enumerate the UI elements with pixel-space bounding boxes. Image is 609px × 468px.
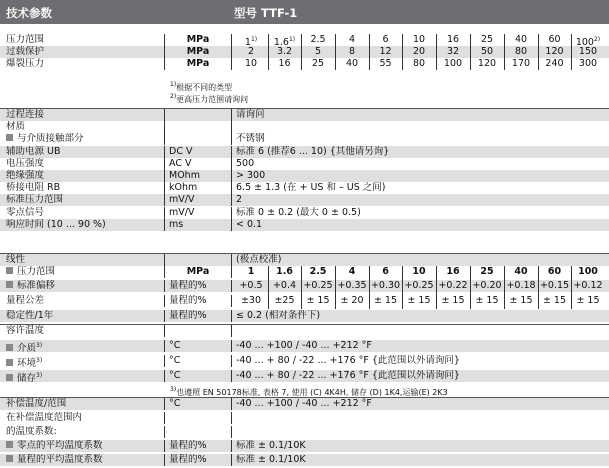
value-cell: 10 <box>412 34 426 45</box>
column-divider <box>301 34 302 70</box>
column-divider <box>538 34 539 70</box>
value-cell: 16 <box>446 266 460 277</box>
value-cell: 80 <box>412 58 426 69</box>
value-cell: ± 15 <box>509 295 533 306</box>
footnote <box>0 79 232 91</box>
row-label: 桥接电阻 RB <box>6 182 61 194</box>
row-value: -40 ... + 80 / -22 ... +176 °F {此范围以外请询问} <box>236 370 460 381</box>
row-value: 6.5 ± 1.3 (在 + US 和 – US 之间) <box>236 182 386 194</box>
value-cell: 2.5 <box>310 34 326 45</box>
row-label: 量程公差 <box>6 295 45 306</box>
footnote-mark: 3) <box>36 372 43 379</box>
value-cell: ±30 <box>240 295 262 306</box>
footnote-mark: 1) <box>250 36 258 43</box>
bullet-square-icon <box>6 441 13 448</box>
footnote-mark: 1) <box>288 36 296 43</box>
bullet-square-icon <box>6 281 13 288</box>
column-divider <box>268 266 269 309</box>
value-cell: 1 <box>247 266 255 277</box>
row-value: 标准 ± 0.1/10K <box>236 454 306 465</box>
value-cell: 16 <box>278 58 291 69</box>
row-label: 压力范围 <box>17 266 56 277</box>
value-cell: 170 <box>511 58 531 69</box>
column-divider <box>268 34 269 70</box>
footnote-mark: 2) <box>593 36 601 43</box>
row-label-cell <box>0 194 165 206</box>
column-divider <box>504 34 505 70</box>
row-label: 材质 <box>6 121 26 133</box>
row-label: 环境 <box>17 358 37 367</box>
column-divider <box>335 34 336 70</box>
value-columns <box>232 266 609 278</box>
footnote-mark: 1) <box>170 81 177 88</box>
row-label-cell <box>0 34 165 46</box>
footnote-row <box>0 384 609 396</box>
row-value: 不锈钢 <box>236 133 265 145</box>
row-label-cell <box>0 355 165 367</box>
row-label: 容许温度 <box>6 325 45 336</box>
row-label-cell <box>0 370 165 382</box>
value-cell: 120 <box>545 46 564 57</box>
value-columns <box>232 46 609 58</box>
column-divider <box>538 266 539 309</box>
row-value <box>232 121 609 133</box>
row-label-cell <box>0 325 165 337</box>
row-value: ≤ 0.2 (相对条件下) <box>236 310 321 321</box>
value-cell: 25 <box>480 34 494 45</box>
row-label-cell <box>0 440 165 452</box>
footnote-mark: 2) <box>170 93 177 100</box>
value-cell: 6 <box>382 266 389 277</box>
row-label: 介质 <box>17 343 37 352</box>
value-cell: 40 <box>514 34 528 45</box>
value-cell: ± 15 <box>373 295 398 306</box>
linearity-row <box>0 254 609 266</box>
row-value: 500 <box>236 157 255 169</box>
value-cell: +0.35 <box>337 280 367 291</box>
value-cell: 240 <box>545 58 564 69</box>
row-value: -40 ... +100 / -40 ... +212 °F <box>236 340 372 351</box>
value-cell: 10 <box>244 58 258 69</box>
value-cell: +0.22 <box>438 280 468 291</box>
value-cell: 300 <box>578 58 598 69</box>
column-divider <box>470 34 471 70</box>
column-divider <box>571 34 572 70</box>
row-label: 响应时间 (10 ... 90 %) <box>6 218 106 230</box>
row-label-cell <box>0 280 165 292</box>
row-label: 在补偿温度范围内 <box>6 412 83 423</box>
value-cell: ± 15 <box>576 295 600 306</box>
row-value: 请询问 <box>236 109 265 120</box>
spec-row <box>0 398 609 410</box>
temperature-row <box>0 355 609 367</box>
bullet-square-icon <box>6 267 13 274</box>
row-label-cell <box>0 412 165 424</box>
value-cell: 10 <box>412 266 426 277</box>
row-value: 标准 ± 0.1/10K <box>236 440 306 451</box>
value-cell: 60 <box>548 34 561 45</box>
row-label: 标准偏移 <box>17 280 56 291</box>
row-label-cell <box>0 109 165 121</box>
value-cell: +0.25 <box>404 280 434 291</box>
temperature-header-row <box>0 325 609 337</box>
row-unit: °C <box>165 398 232 410</box>
value-cell: 2.5 <box>309 266 327 277</box>
value-cell: 25 <box>480 266 494 277</box>
row-unit: mV/V <box>165 194 232 206</box>
bullet-square-icon <box>6 344 13 351</box>
column-divider <box>470 266 471 309</box>
table-header <box>0 0 609 24</box>
value-columns <box>232 295 609 307</box>
row-unit: mV/V <box>165 207 232 219</box>
row-unit <box>165 121 232 133</box>
value-cell: 12 <box>379 46 392 57</box>
row-label: 零点信号 <box>6 206 45 218</box>
row-label-cell <box>0 158 165 170</box>
value-cell: +0.25 <box>303 280 333 291</box>
spec-row <box>0 133 609 145</box>
value-cell: +0.15 <box>539 280 570 291</box>
header-left-title: 技术参数 <box>6 6 52 20</box>
column-divider <box>402 34 403 70</box>
spec-row <box>0 219 609 231</box>
row-label-cell <box>0 46 165 58</box>
row-label: 的温度系数: <box>6 426 57 437</box>
row-unit: kOhm <box>165 182 232 194</box>
value-cell: +0.4 <box>272 280 297 291</box>
value-cell: 55 <box>379 58 392 69</box>
footnote-row <box>0 79 609 91</box>
value-cell: 40 <box>345 58 359 69</box>
linearity-values-row <box>0 280 609 292</box>
row-label-cell <box>0 310 165 322</box>
column-divider <box>369 266 370 309</box>
value-cell: +0.30 <box>370 280 401 291</box>
value-cell: 8 <box>348 46 356 57</box>
row-label: 压力范围 <box>6 34 45 45</box>
pressure-row <box>0 46 609 58</box>
pressure-row <box>0 58 609 70</box>
bullet-square-icon <box>6 374 13 381</box>
value-columns <box>232 280 609 292</box>
linearity-values-row <box>0 266 609 278</box>
value-cell: ± 15 <box>475 295 499 306</box>
footnote-text: 也遵照 EN 50178标准, 表格 7, 使用 (C) 4K4H, 储存 (D) 1K4,运输(E) 2K3 <box>176 388 448 396</box>
value-cell: 100$^{2)}$ <box>575 36 601 46</box>
row-value <box>232 426 609 438</box>
row-label: 爆裂压力 <box>6 58 45 69</box>
row-value: < 0.1 <box>236 218 263 230</box>
value-cell: +0.12 <box>573 280 603 291</box>
row-value: 2 <box>236 194 243 206</box>
value-cell: 40 <box>514 266 528 277</box>
row-value: -40 ... + 80 / -22 ... +176 °F {此范围以外请询问} <box>236 355 460 366</box>
value-cell: 4 <box>348 266 356 277</box>
row-unit: °C <box>165 340 232 352</box>
bullet-square-icon <box>6 359 13 366</box>
row-label: 零点的平均温度系数 <box>17 440 103 451</box>
row-value <box>232 412 609 424</box>
value-columns <box>232 58 609 70</box>
footnote-mark: 3) <box>36 357 43 364</box>
value-columns <box>232 34 609 46</box>
bullet-square-icon <box>6 455 13 462</box>
row-unit: MPa <box>165 266 232 278</box>
value-cell: 80 <box>514 46 528 57</box>
row-label-cell <box>0 340 165 352</box>
value-cell: 4 <box>348 34 356 45</box>
row-value <box>232 325 609 337</box>
row-value: 标准 6 (推荐6 ... 10) {其他请另询} <box>236 145 390 157</box>
row-label: 补偿温度/范围 <box>6 398 67 409</box>
value-cell: 6 <box>382 34 389 45</box>
value-cell: 3.2 <box>276 46 293 57</box>
row-unit <box>165 325 232 337</box>
row-label-cell <box>0 182 165 194</box>
row-unit: AC V <box>165 158 232 170</box>
value-cell: 1.6$^{1)}$ <box>273 36 296 46</box>
value-cell: ± 15 <box>441 295 465 306</box>
footnote <box>0 91 248 103</box>
value-cell: 150 <box>578 46 598 57</box>
temperature-row <box>0 370 609 382</box>
row-unit: 量程的% <box>165 295 232 307</box>
row-label: 与介质接触部分 <box>17 133 84 145</box>
row-unit: 量程的% <box>165 440 232 452</box>
value-cell: ± 15 <box>542 295 567 306</box>
value-cell: 100 <box>443 58 463 69</box>
row-label-cell <box>0 133 165 145</box>
spec-row <box>0 158 609 170</box>
row-value: -40 ... +100 / -40 ... +212 °F <box>236 398 372 409</box>
row-label-cell <box>0 426 165 438</box>
row-unit: MPa <box>165 46 232 58</box>
value-cell: 5 <box>314 46 322 57</box>
row-label: 电压强度 <box>6 157 45 169</box>
value-cell: ± 20 <box>340 295 364 306</box>
spec-row <box>0 412 609 424</box>
row-label: 过程连接 <box>6 109 45 120</box>
spec-row <box>0 170 609 182</box>
row-unit: MPa <box>165 34 232 46</box>
row-label-cell <box>0 454 165 466</box>
row-unit: 量程的% <box>165 454 232 466</box>
value-cell: 32 <box>446 46 460 57</box>
row-unit: °C <box>165 370 232 382</box>
value-cell: 1$^{1)}$ <box>244 36 258 46</box>
bullet-square-icon <box>6 134 13 141</box>
footnote-mark: 3) <box>170 386 177 393</box>
footnote-text: 根据不同的类型 <box>176 83 233 91</box>
row-label: 稳定性/1年 <box>6 310 54 321</box>
spec-row <box>0 426 609 438</box>
value-cell: 100 <box>578 266 598 277</box>
row-unit <box>165 133 232 145</box>
column-divider <box>301 266 302 309</box>
row-unit <box>165 109 232 121</box>
linearity-values-row <box>0 295 609 307</box>
row-unit: MPa <box>165 58 232 70</box>
row-unit: 量程的% <box>165 310 232 322</box>
row-label-cell <box>0 146 165 158</box>
row-label-cell <box>0 58 165 70</box>
row-label: 线性 <box>6 254 26 265</box>
row-label: 标准压力范围 <box>6 194 64 206</box>
value-cell: ± 15 <box>306 295 330 306</box>
column-divider <box>369 34 370 70</box>
row-label-cell <box>0 398 165 410</box>
value-cell: 25 <box>311 58 325 69</box>
spec-row <box>0 440 609 452</box>
spec-row <box>0 121 609 133</box>
footnote-mark: 3) <box>36 342 43 349</box>
row-label-cell <box>0 295 165 307</box>
row-unit: ms <box>165 219 232 231</box>
value-cell: 2 <box>247 46 255 57</box>
spec-row <box>0 109 609 121</box>
spec-row <box>0 146 609 158</box>
row-label: 储存 <box>17 373 37 382</box>
row-unit: °C <box>165 355 232 367</box>
value-cell: 50 <box>480 46 494 57</box>
row-label-cell <box>0 207 165 219</box>
footnote-row <box>0 91 609 103</box>
column-divider <box>504 266 505 309</box>
row-label: 绝缘强度 <box>6 170 45 181</box>
row-unit: DC V <box>165 146 232 158</box>
column-divider <box>436 266 437 309</box>
column-divider <box>402 266 403 309</box>
row-value: 标准 0 ± 0.2 (最大 0 ± 0.5) <box>236 206 361 218</box>
row-label-cell <box>0 170 165 182</box>
spec-row <box>0 194 609 206</box>
row-value: > 300 <box>236 170 266 181</box>
spec-row <box>0 454 609 466</box>
footnote-text: 更高压力范围请询问 <box>176 95 249 103</box>
value-cell: 1.6 <box>276 266 293 277</box>
value-cell: 60 <box>547 266 562 277</box>
row-unit: MOhm <box>165 170 232 182</box>
row-value: (极点校准) <box>236 254 282 265</box>
value-cell: ± 15 <box>407 295 431 306</box>
stability-row <box>0 310 609 322</box>
value-cell: 20 <box>412 46 426 57</box>
column-divider <box>335 266 336 309</box>
row-unit <box>165 254 232 266</box>
row-unit: 量程的% <box>165 280 232 292</box>
value-cell: +0.20 <box>472 280 502 291</box>
spec-row <box>0 182 609 194</box>
row-unit <box>165 426 232 438</box>
temperature-row <box>0 340 609 352</box>
row-label: 过载保护 <box>6 46 45 57</box>
row-label: 辅助电源 UB <box>6 145 61 157</box>
row-label-cell <box>0 254 165 266</box>
value-cell: ±25 <box>274 295 295 306</box>
spec-row <box>0 207 609 219</box>
value-cell: +0.18 <box>506 280 536 291</box>
pressure-row <box>0 34 609 46</box>
value-cell: 120 <box>477 58 497 69</box>
header-model-title: 型号 TTF-1 <box>234 6 298 20</box>
row-label-cell <box>0 121 165 133</box>
footnote <box>0 384 448 396</box>
row-unit <box>165 412 232 424</box>
row-label-cell <box>0 266 165 278</box>
row-label-cell <box>0 219 165 231</box>
column-divider <box>436 34 437 70</box>
column-divider <box>571 266 572 309</box>
value-cell: +0.5 <box>239 280 263 291</box>
row-label: 量程的平均温度系数 <box>17 454 103 465</box>
value-cell: 16 <box>446 34 460 45</box>
